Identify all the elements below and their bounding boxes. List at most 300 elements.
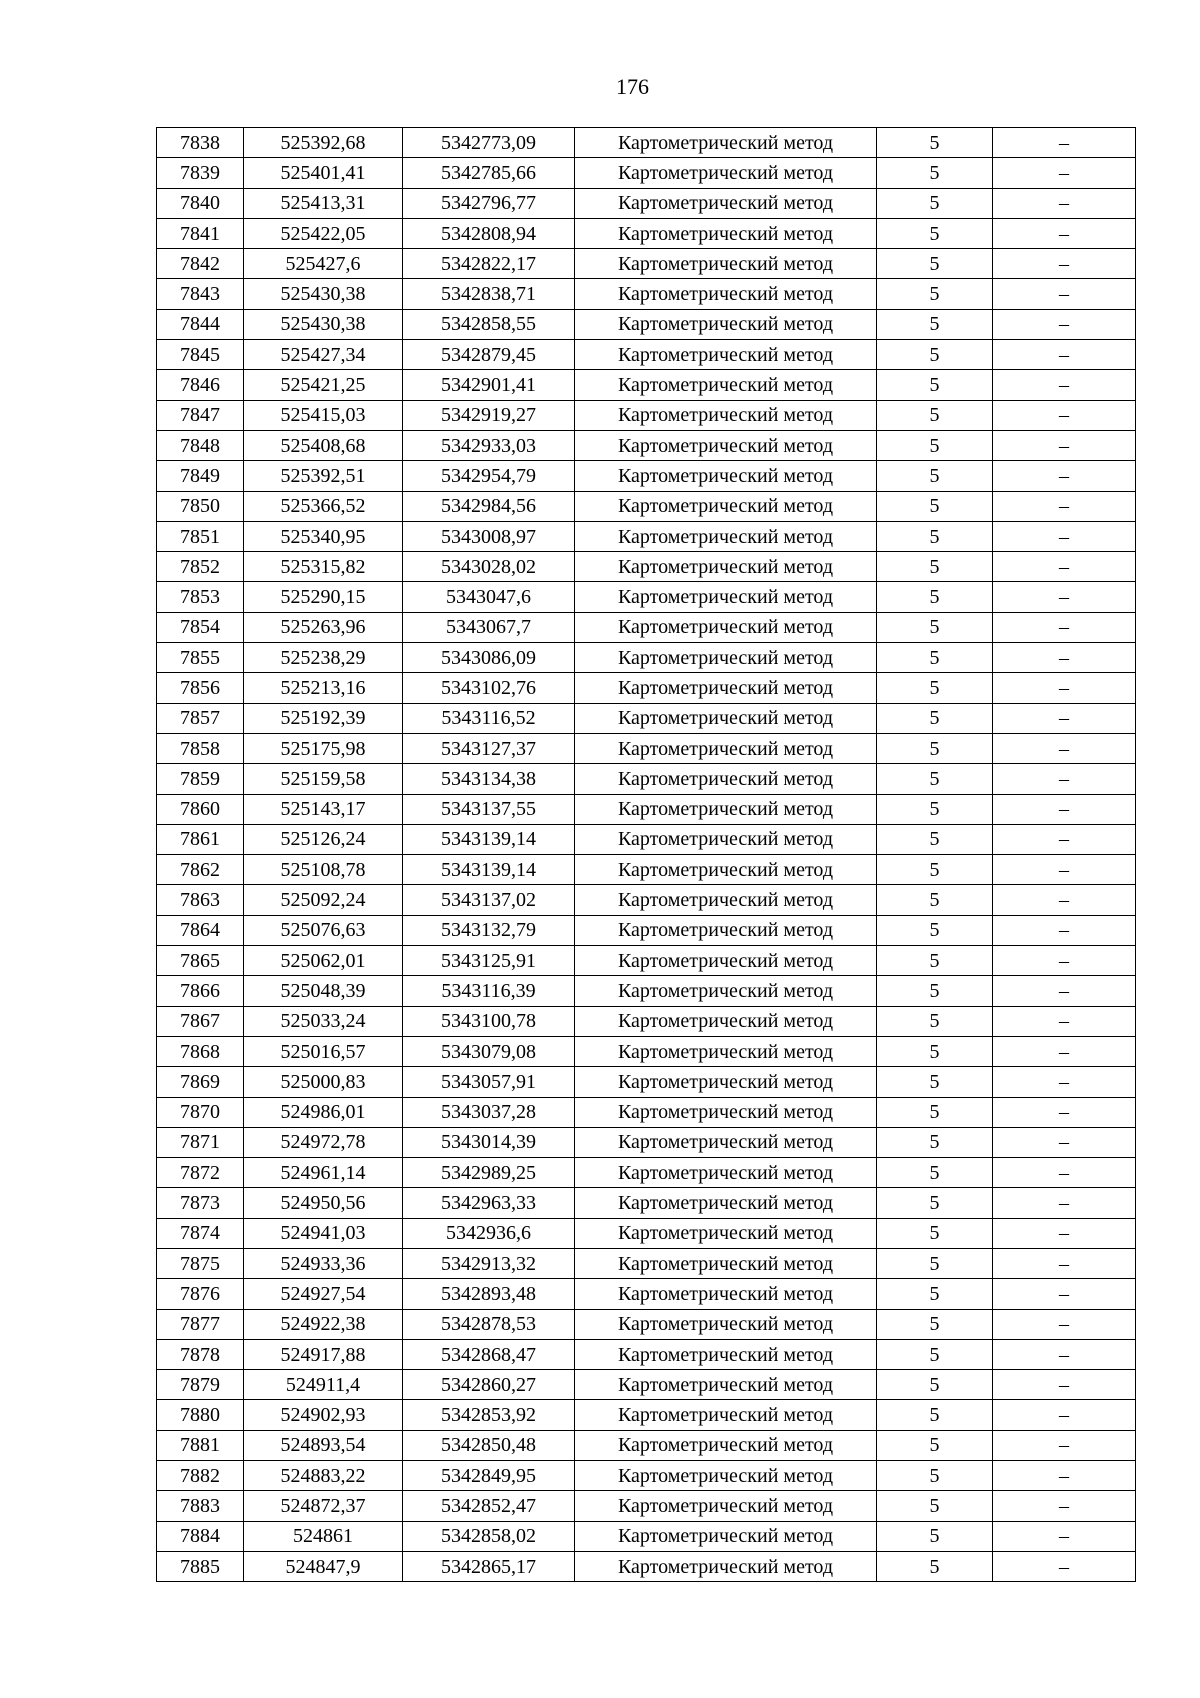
x-coordinate-cell: 525263,96 [244,612,403,642]
accuracy-cell: 5 [877,1188,993,1218]
note-cell: – [993,764,1136,794]
note-cell: – [993,552,1136,582]
accuracy-cell: 5 [877,1339,993,1369]
method-cell: Картометрический метод [575,976,877,1006]
accuracy-cell: 5 [877,582,993,612]
table-row [157,976,1136,1006]
accuracy-cell: 5 [877,491,993,521]
x-coordinate-cell: 525415,03 [244,400,403,430]
y-coordinate-cell: 5343125,91 [403,946,575,976]
x-coordinate-cell: 525290,15 [244,582,403,612]
y-coordinate-cell: 5342878,53 [403,1309,575,1339]
y-coordinate-cell: 5343100,78 [403,1006,575,1036]
point-number-cell: 7850 [157,491,244,521]
x-coordinate-cell: 524986,01 [244,1097,403,1127]
x-coordinate-cell: 524847,9 [244,1551,403,1581]
accuracy-cell: 5 [877,279,993,309]
y-coordinate-cell: 5342893,48 [403,1279,575,1309]
y-coordinate-cell: 5342919,27 [403,400,575,430]
point-number-cell: 7856 [157,673,244,703]
x-coordinate-cell: 525421,25 [244,370,403,400]
method-cell: Картометрический метод [575,1370,877,1400]
table-row [157,1036,1136,1066]
method-cell: Картометрический метод [575,430,877,460]
point-number-cell: 7839 [157,158,244,188]
note-cell: – [993,1309,1136,1339]
point-number-cell: 7854 [157,612,244,642]
accuracy-cell: 5 [877,1551,993,1581]
note-cell: – [993,521,1136,551]
table-row [157,794,1136,824]
point-number-cell: 7858 [157,733,244,763]
method-cell: Картометрический метод [575,946,877,976]
method-cell: Картометрический метод [575,1430,877,1460]
accuracy-cell: 5 [877,1067,993,1097]
point-number-cell: 7855 [157,643,244,673]
y-coordinate-cell: 5343116,39 [403,976,575,1006]
method-cell: Картометрический метод [575,1339,877,1369]
point-number-cell: 7869 [157,1067,244,1097]
table-row [157,582,1136,612]
table-row [157,1309,1136,1339]
y-coordinate-cell: 5342808,94 [403,218,575,248]
accuracy-cell: 5 [877,1491,993,1521]
table-row [157,521,1136,551]
x-coordinate-cell: 525401,41 [244,158,403,188]
y-coordinate-cell: 5342858,02 [403,1521,575,1551]
method-cell: Картометрический метод [575,1279,877,1309]
accuracy-cell: 5 [877,552,993,582]
accuracy-cell: 5 [877,1461,993,1491]
accuracy-cell: 5 [877,370,993,400]
x-coordinate-cell: 525392,51 [244,461,403,491]
y-coordinate-cell: 5343134,38 [403,764,575,794]
table-row [157,885,1136,915]
accuracy-cell: 5 [877,158,993,188]
point-number-cell: 7861 [157,824,244,854]
accuracy-cell: 5 [877,1218,993,1248]
accuracy-cell: 5 [877,188,993,218]
table-row [157,643,1136,673]
note-cell: – [993,128,1136,158]
y-coordinate-cell: 5343127,37 [403,733,575,763]
method-cell: Картометрический метод [575,915,877,945]
table-row [157,703,1136,733]
point-number-cell: 7845 [157,340,244,370]
method-cell: Картометрический метод [575,885,877,915]
x-coordinate-cell: 524927,54 [244,1279,403,1309]
y-coordinate-cell: 5342822,17 [403,249,575,279]
table-row [157,855,1136,885]
note-cell: – [993,1279,1136,1309]
accuracy-cell: 5 [877,976,993,1006]
table-row [157,1430,1136,1460]
point-number-cell: 7870 [157,1097,244,1127]
note-cell: – [993,1551,1136,1581]
accuracy-cell: 5 [877,794,993,824]
point-number-cell: 7864 [157,915,244,945]
method-cell: Картометрический метод [575,1127,877,1157]
method-cell: Картометрический метод [575,1521,877,1551]
method-cell: Картометрический метод [575,158,877,188]
point-number-cell: 7865 [157,946,244,976]
x-coordinate-cell: 524902,93 [244,1400,403,1430]
point-number-cell: 7840 [157,188,244,218]
note-cell: – [993,279,1136,309]
note-cell: – [993,1370,1136,1400]
x-coordinate-cell: 525422,05 [244,218,403,248]
y-coordinate-cell: 5342963,33 [403,1188,575,1218]
x-coordinate-cell: 525108,78 [244,855,403,885]
accuracy-cell: 5 [877,1127,993,1157]
x-coordinate-cell: 524961,14 [244,1158,403,1188]
y-coordinate-cell: 5342773,09 [403,128,575,158]
x-coordinate-cell: 525175,98 [244,733,403,763]
y-coordinate-cell: 5343116,52 [403,703,575,733]
table-row [157,491,1136,521]
point-number-cell: 7863 [157,885,244,915]
table-row [157,128,1136,158]
y-coordinate-cell: 5342858,55 [403,309,575,339]
method-cell: Картометрический метод [575,764,877,794]
table-row [157,218,1136,248]
accuracy-cell: 5 [877,309,993,339]
accuracy-cell: 5 [877,612,993,642]
point-number-cell: 7846 [157,370,244,400]
method-cell: Картометрический метод [575,461,877,491]
method-cell: Картометрический метод [575,249,877,279]
accuracy-cell: 5 [877,733,993,763]
y-coordinate-cell: 5342852,47 [403,1491,575,1521]
x-coordinate-cell: 525143,17 [244,794,403,824]
method-cell: Картометрический метод [575,128,877,158]
note-cell: – [993,733,1136,763]
y-coordinate-cell: 5342913,32 [403,1248,575,1278]
y-coordinate-cell: 5342984,56 [403,491,575,521]
x-coordinate-cell: 525033,24 [244,1006,403,1036]
note-cell: – [993,1400,1136,1430]
point-number-cell: 7859 [157,764,244,794]
table-row [157,1370,1136,1400]
accuracy-cell: 5 [877,1006,993,1036]
x-coordinate-cell: 525159,58 [244,764,403,794]
table-row [157,1097,1136,1127]
table-row [157,1461,1136,1491]
accuracy-cell: 5 [877,249,993,279]
note-cell: – [993,1006,1136,1036]
x-coordinate-cell: 524872,37 [244,1491,403,1521]
x-coordinate-cell: 525238,29 [244,643,403,673]
table-row [157,1339,1136,1369]
note-cell: – [993,491,1136,521]
x-coordinate-cell: 525192,39 [244,703,403,733]
table-row [157,946,1136,976]
method-cell: Картометрический метод [575,1551,877,1581]
note-cell: – [993,1036,1136,1066]
note-cell: – [993,370,1136,400]
note-cell: – [993,1491,1136,1521]
method-cell: Картометрический метод [575,1461,877,1491]
point-number-cell: 7857 [157,703,244,733]
x-coordinate-cell: 525366,52 [244,491,403,521]
table-row [157,158,1136,188]
method-cell: Картометрический метод [575,1067,877,1097]
method-cell: Картометрический метод [575,1006,877,1036]
note-cell: – [993,824,1136,854]
accuracy-cell: 5 [877,400,993,430]
point-number-cell: 7885 [157,1551,244,1581]
point-number-cell: 7843 [157,279,244,309]
y-coordinate-cell: 5343047,6 [403,582,575,612]
x-coordinate-cell: 525000,83 [244,1067,403,1097]
note-cell: – [993,582,1136,612]
method-cell: Картометрический метод [575,218,877,248]
note-cell: – [993,1067,1136,1097]
method-cell: Картометрический метод [575,1188,877,1218]
y-coordinate-cell: 5343057,91 [403,1067,575,1097]
method-cell: Картометрический метод [575,1218,877,1248]
x-coordinate-cell: 524917,88 [244,1339,403,1369]
point-number-cell: 7838 [157,128,244,158]
method-cell: Картометрический метод [575,1036,877,1066]
page-number: 176 [616,74,649,99]
table-row [157,915,1136,945]
accuracy-cell: 5 [877,855,993,885]
x-coordinate-cell: 525126,24 [244,824,403,854]
x-coordinate-cell: 525392,68 [244,128,403,158]
y-coordinate-cell: 5343008,97 [403,521,575,551]
point-number-cell: 7852 [157,552,244,582]
point-number-cell: 7848 [157,430,244,460]
accuracy-cell: 5 [877,703,993,733]
table-row [157,1127,1136,1157]
y-coordinate-cell: 5342853,92 [403,1400,575,1430]
y-coordinate-cell: 5342860,27 [403,1370,575,1400]
y-coordinate-cell: 5342933,03 [403,430,575,460]
table-row [157,612,1136,642]
method-cell: Картометрический метод [575,673,877,703]
note-cell: – [993,1461,1136,1491]
point-number-cell: 7841 [157,218,244,248]
table-row [157,1188,1136,1218]
note-cell: – [993,1218,1136,1248]
note-cell: – [993,915,1136,945]
y-coordinate-cell: 5342849,95 [403,1461,575,1491]
point-number-cell: 7872 [157,1158,244,1188]
note-cell: – [993,1248,1136,1278]
accuracy-cell: 5 [877,946,993,976]
y-coordinate-cell: 5342936,6 [403,1218,575,1248]
table-row [157,249,1136,279]
x-coordinate-cell: 525062,01 [244,946,403,976]
note-cell: – [993,1521,1136,1551]
y-coordinate-cell: 5343139,14 [403,824,575,854]
x-coordinate-cell: 525213,16 [244,673,403,703]
table-row [157,1158,1136,1188]
note-cell: – [993,703,1136,733]
y-coordinate-cell: 5342838,71 [403,279,575,309]
accuracy-cell: 5 [877,824,993,854]
method-cell: Картометрический метод [575,703,877,733]
accuracy-cell: 5 [877,673,993,703]
accuracy-cell: 5 [877,885,993,915]
y-coordinate-cell: 5343139,14 [403,855,575,885]
y-coordinate-cell: 5342868,47 [403,1339,575,1369]
note-cell: – [993,794,1136,824]
method-cell: Картометрический метод [575,824,877,854]
point-number-cell: 7847 [157,400,244,430]
note-cell: – [993,643,1136,673]
accuracy-cell: 5 [877,1097,993,1127]
accuracy-cell: 5 [877,1248,993,1278]
method-cell: Картометрический метод [575,400,877,430]
y-coordinate-cell: 5342901,41 [403,370,575,400]
note-cell: – [993,855,1136,885]
note-cell: – [993,976,1136,1006]
y-coordinate-cell: 5343037,28 [403,1097,575,1127]
point-number-cell: 7882 [157,1461,244,1491]
accuracy-cell: 5 [877,521,993,551]
point-number-cell: 7853 [157,582,244,612]
x-coordinate-cell: 525315,82 [244,552,403,582]
note-cell: – [993,612,1136,642]
y-coordinate-cell: 5343102,76 [403,673,575,703]
accuracy-cell: 5 [877,1279,993,1309]
y-coordinate-cell: 5343132,79 [403,915,575,945]
method-cell: Картометрический метод [575,521,877,551]
accuracy-cell: 5 [877,218,993,248]
table-row [157,400,1136,430]
table-row [157,370,1136,400]
table-row [157,733,1136,763]
point-number-cell: 7871 [157,1127,244,1157]
note-cell: – [993,400,1136,430]
point-number-cell: 7881 [157,1430,244,1460]
point-number-cell: 7844 [157,309,244,339]
method-cell: Картометрический метод [575,582,877,612]
table-row [157,279,1136,309]
table-row [157,340,1136,370]
y-coordinate-cell: 5342796,77 [403,188,575,218]
accuracy-cell: 5 [877,430,993,460]
x-coordinate-cell: 524933,36 [244,1248,403,1278]
method-cell: Картометрический метод [575,1097,877,1127]
x-coordinate-cell: 524911,4 [244,1370,403,1400]
method-cell: Картометрический метод [575,1158,877,1188]
point-number-cell: 7874 [157,1218,244,1248]
x-coordinate-cell: 524883,22 [244,1461,403,1491]
note-cell: – [993,249,1136,279]
table-row [157,1400,1136,1430]
table-row [157,764,1136,794]
accuracy-cell: 5 [877,1521,993,1551]
method-cell: Картометрический метод [575,491,877,521]
y-coordinate-cell: 5342850,48 [403,1430,575,1460]
x-coordinate-cell: 524893,54 [244,1430,403,1460]
y-coordinate-cell: 5343067,7 [403,612,575,642]
y-coordinate-cell: 5342989,25 [403,1158,575,1188]
y-coordinate-cell: 5343086,09 [403,643,575,673]
x-coordinate-cell: 525427,34 [244,340,403,370]
accuracy-cell: 5 [877,128,993,158]
note-cell: – [993,1158,1136,1188]
accuracy-cell: 5 [877,1036,993,1066]
method-cell: Картометрический метод [575,1309,877,1339]
x-coordinate-cell: 525430,38 [244,309,403,339]
method-cell: Картометрический метод [575,794,877,824]
point-number-cell: 7851 [157,521,244,551]
point-number-cell: 7867 [157,1006,244,1036]
accuracy-cell: 5 [877,1370,993,1400]
y-coordinate-cell: 5342785,66 [403,158,575,188]
table-row [157,188,1136,218]
note-cell: – [993,946,1136,976]
note-cell: – [993,430,1136,460]
method-cell: Картометрический метод [575,643,877,673]
point-number-cell: 7866 [157,976,244,1006]
y-coordinate-cell: 5343079,08 [403,1036,575,1066]
method-cell: Картометрический метод [575,552,877,582]
coordinates-table-body [157,128,1136,1582]
note-cell: – [993,188,1136,218]
table-row [157,309,1136,339]
x-coordinate-cell: 525430,38 [244,279,403,309]
x-coordinate-cell: 525340,95 [244,521,403,551]
accuracy-cell: 5 [877,915,993,945]
method-cell: Картометрический метод [575,1248,877,1278]
x-coordinate-cell: 525076,63 [244,915,403,945]
note-cell: – [993,885,1136,915]
point-number-cell: 7879 [157,1370,244,1400]
table-row [157,1521,1136,1551]
point-number-cell: 7884 [157,1521,244,1551]
table-row [157,1218,1136,1248]
table-row [157,673,1136,703]
note-cell: – [993,673,1136,703]
y-coordinate-cell: 5343028,02 [403,552,575,582]
point-number-cell: 7873 [157,1188,244,1218]
table-row [157,552,1136,582]
method-cell: Картометрический метод [575,1400,877,1430]
x-coordinate-cell: 525427,6 [244,249,403,279]
y-coordinate-cell: 5343137,02 [403,885,575,915]
note-cell: – [993,461,1136,491]
point-number-cell: 7862 [157,855,244,885]
x-coordinate-cell: 525048,39 [244,976,403,1006]
method-cell: Картометрический метод [575,188,877,218]
note-cell: – [993,158,1136,188]
note-cell: – [993,1430,1136,1460]
y-coordinate-cell: 5342865,17 [403,1551,575,1581]
x-coordinate-cell: 525092,24 [244,885,403,915]
note-cell: – [993,1097,1136,1127]
method-cell: Картометрический метод [575,733,877,763]
note-cell: – [993,218,1136,248]
x-coordinate-cell: 525413,31 [244,188,403,218]
note-cell: – [993,1188,1136,1218]
point-number-cell: 7842 [157,249,244,279]
accuracy-cell: 5 [877,340,993,370]
coordinates-table [156,127,1136,1582]
method-cell: Картометрический метод [575,370,877,400]
method-cell: Картометрический метод [575,309,877,339]
x-coordinate-cell: 524972,78 [244,1127,403,1157]
table-row [157,1006,1136,1036]
x-coordinate-cell: 524922,38 [244,1309,403,1339]
table-row [157,1551,1136,1581]
y-coordinate-cell: 5342954,79 [403,461,575,491]
table-row [157,1067,1136,1097]
